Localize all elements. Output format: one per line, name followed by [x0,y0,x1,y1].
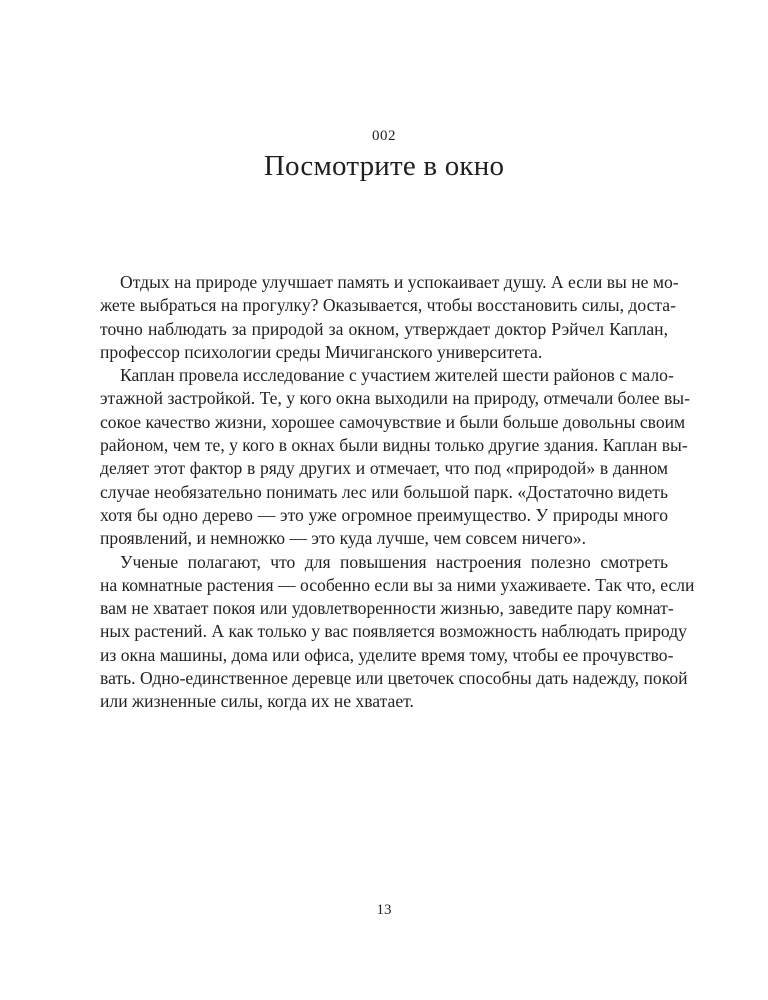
text-line: профессор психологии среды Мичиганского университета. [100,341,543,362]
text-line: случае необязательно понимать лес или большой парк. «Достаточно видеть [100,481,668,502]
text-line: на комнатные растения — особенно если вы за ними ухаживаете. Так что, если [100,574,695,595]
text-line: деляет этот фактор в ряду других и отмечает, что под «природой» в данном [100,458,668,479]
body-text [100,271,695,714]
text-line: вать. Одно-единственное деревце или цветочек способны дать надежду, покой [100,668,688,689]
text-line: Отдых на природе улучшает память и успокаивает душу. А если вы не мо- [120,272,679,292]
text-line: Ученые полагают, что для повышения настроения полезно смотреть [120,551,668,572]
text-line: вам не хватает покоя или удовлетворенности жизнью, заведите пару комнат- [100,598,674,619]
text-line: сокое качество жизни, хорошее самочувствие и были больше довольны своим [100,411,686,432]
text-line: точно наблюдать за природой за окном, утверждает доктор Рэйчел Каплан, [100,318,668,339]
text-line: этажной застройкой. Те, у кого окна выходили на природу, отмечали более вы- [100,388,690,409]
text-line: ных растений. А как только у вас появляется возможность наблюдать природу [100,621,687,642]
chapter-number: 002 [372,128,396,144]
text-line: проявлений, и немножко — это куда лучше, чем совсем ничего». [100,528,586,549]
paragraph-3 [100,551,695,714]
text-line: районом, чем те, у кого в окнах были видны только другие здания. Каплан вы- [100,435,688,456]
text-line: хотя бы одно дерево — это уже огромное преимущество. У природы много [100,504,668,525]
text-line: из окна машины, дома или офиса, уделите время тому, чтобы ее прочувство- [100,644,674,665]
chapter-title: Посмотрите в окно [263,150,505,182]
text-line: жете выбраться на прогулку? Оказывается, чтобы восстановить силы, доста- [100,295,676,316]
paragraph-1 [100,271,679,364]
text-line: или жизненные силы, когда их не хватает. [100,691,414,712]
paragraph-2 [100,364,690,550]
page-number: 13 [376,902,392,918]
text-line: Каплан провела исследование с участием жителей шести районов с мало- [120,365,674,386]
